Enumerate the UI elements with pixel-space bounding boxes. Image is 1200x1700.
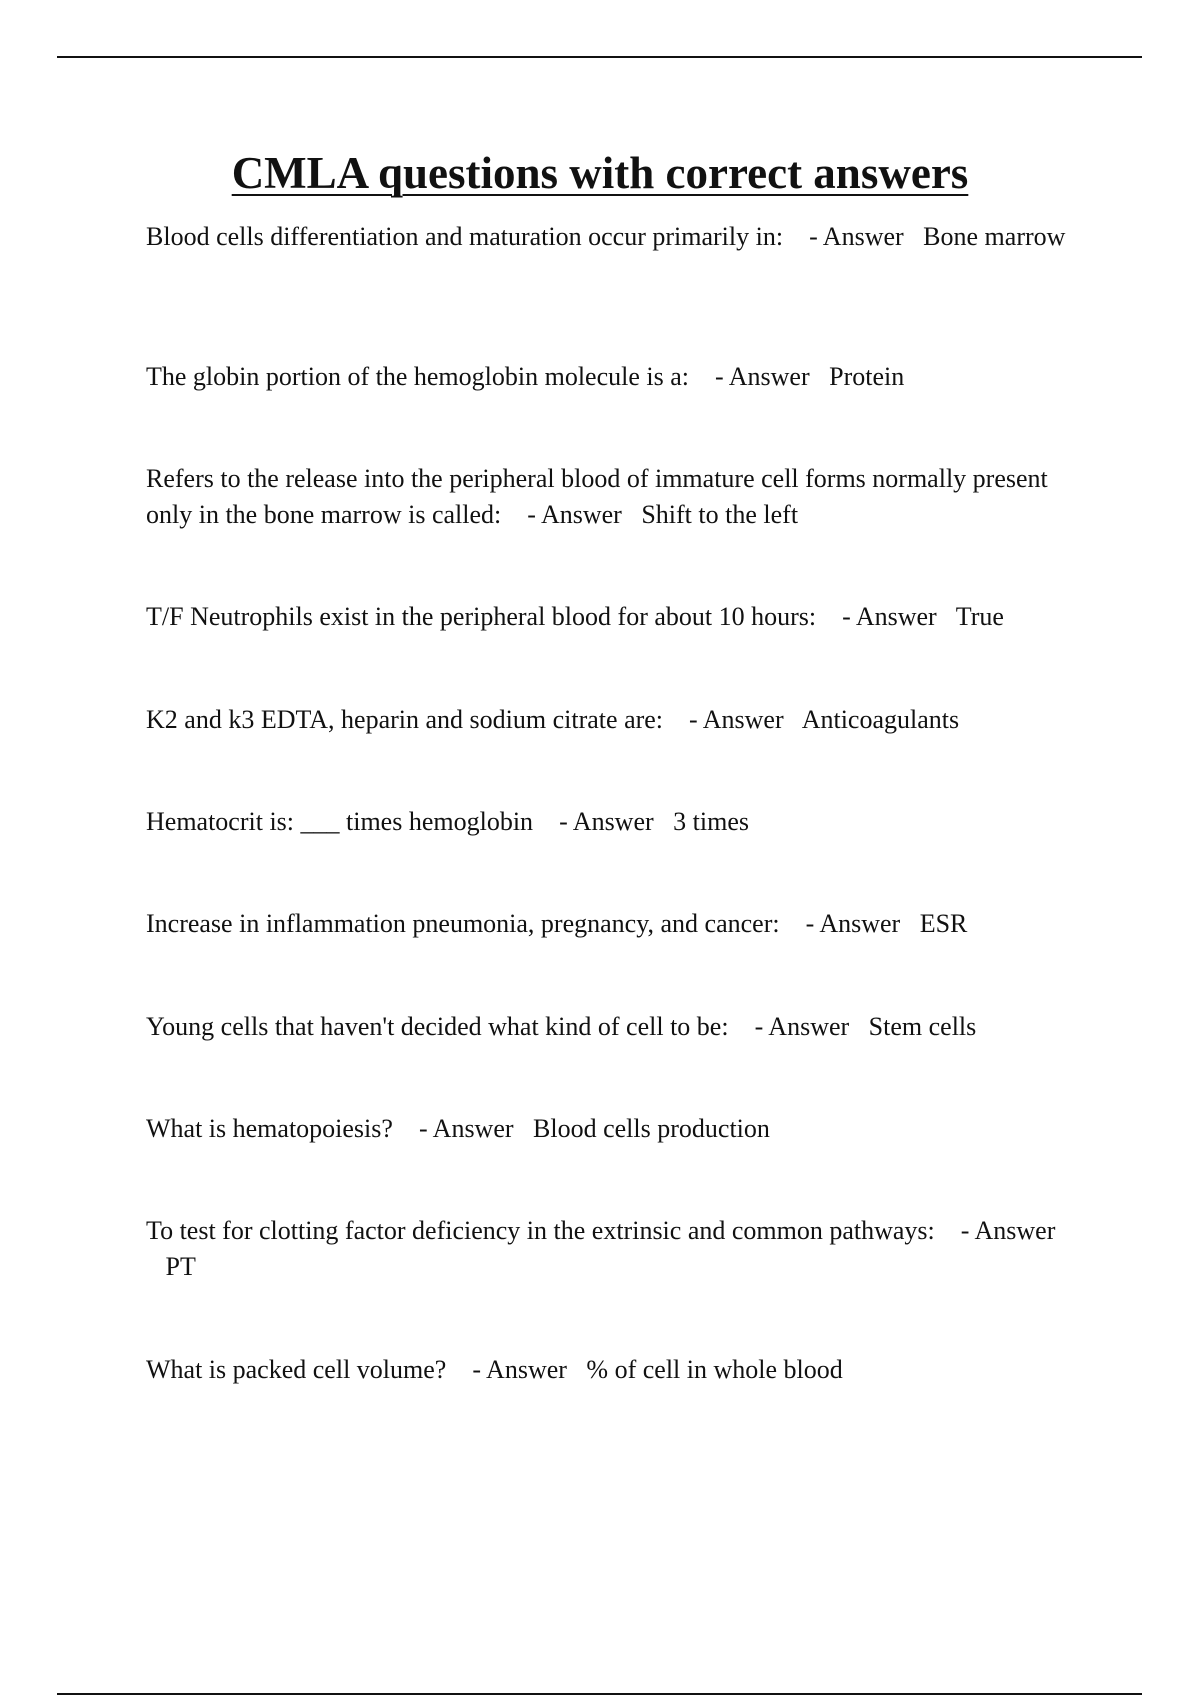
answer-text: True [955, 602, 1004, 631]
question-text: Hematocrit is: ___ times hemoglobin [146, 807, 534, 836]
top-rule [57, 56, 1142, 58]
answer-marker: - Answer [472, 1355, 567, 1384]
answer-marker: - Answer [809, 222, 904, 251]
answer-text: Anticoagulants [801, 705, 960, 734]
answer-text: Stem cells [868, 1012, 977, 1041]
question-text: The globin portion of the hemoglobin molecule is a: [146, 362, 690, 391]
question-text: Refers to the release into the peripheral blood of immature cell forms normally present only in the bone marrow is called: [146, 464, 1048, 529]
answer-text: Blood cells production [533, 1114, 770, 1143]
question-text: Increase in inflammation pneumonia, pregnancy, and cancer: [146, 909, 780, 938]
question-text: What is packed cell volume? [146, 1355, 447, 1384]
answer-marker: - Answer [689, 705, 784, 734]
bottom-rule [57, 1693, 1142, 1695]
answer-marker: - Answer [805, 909, 901, 938]
qa-item [146, 1111, 1086, 1147]
answer-text: PT [165, 1252, 196, 1281]
answer-marker: - Answer [754, 1012, 850, 1041]
qa-item [146, 219, 1086, 255]
qa-item [146, 359, 1086, 395]
answer-marker: - Answer [715, 362, 810, 391]
qa-item [146, 804, 1086, 840]
answer-text: Bone marrow [923, 222, 1066, 251]
question-text: Blood cells differentiation and maturation occur primarily in: [146, 222, 784, 251]
qa-item [146, 906, 1086, 942]
question-text: What is hematopoiesis? [146, 1114, 393, 1143]
question-text: Young cells that haven't decided what kind of cell to be: [146, 1012, 729, 1041]
qa-item [146, 1352, 1086, 1388]
answer-marker: - Answer [527, 500, 622, 529]
answer-text: Shift to the left [641, 500, 799, 529]
qa-item [146, 702, 1086, 738]
qa-item [146, 599, 1086, 635]
qa-item [146, 1213, 1086, 1285]
question-text: K2 and k3 EDTA, heparin and sodium citrate are: [146, 705, 664, 734]
qa-item [146, 461, 1086, 533]
answer-text: % of cell in whole blood [586, 1355, 843, 1384]
answer-marker: - Answer [559, 807, 654, 836]
answer-text: ESR [919, 909, 968, 938]
question-text: To test for clotting factor deficiency in the extrinsic and common pathways: [146, 1216, 935, 1245]
answer-text: 3 times [673, 807, 749, 836]
question-text: T/F Neutrophils exist in the peripheral blood for about 10 hours: [146, 602, 817, 631]
page-title: CMLA questions with correct answers [231, 148, 969, 198]
answer-marker: - Answer [418, 1114, 514, 1143]
answer-marker: - Answer [842, 602, 937, 631]
qa-item [146, 1009, 1086, 1045]
answer-text: Protein [829, 362, 905, 391]
answer-marker: - Answer [960, 1216, 1056, 1245]
